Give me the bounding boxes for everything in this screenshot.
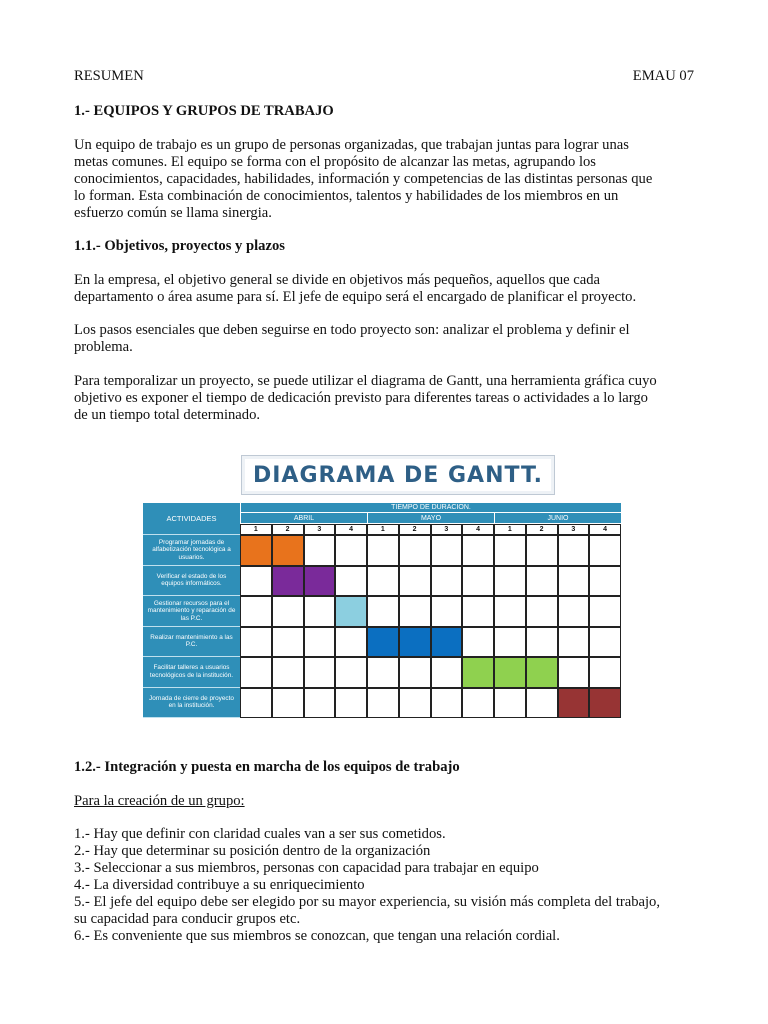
week-number: 2: [526, 524, 558, 535]
gantt-empty-cell: [399, 688, 431, 719]
week-number: 4: [335, 524, 367, 535]
gantt-empty-cell: [272, 596, 304, 627]
activity-label: Verificar el estado de los equipos informáticos.: [143, 566, 240, 597]
gantt-empty-cell: [304, 627, 336, 658]
activity-label: Facilitar talleres a usuarios tecnológicos de la institución.: [143, 657, 240, 688]
list-item: 1.- Hay que definir con claridad cuales van a ser sus cometidos.: [74, 826, 446, 842]
gantt-empty-cell: [526, 535, 558, 566]
text-line: En la empresa, el objetivo general se divide en objetivos más pequeños, aquellos que cada: [74, 272, 601, 288]
text-line: de un tiempo total determinado.: [74, 407, 261, 423]
gantt-empty-cell: [335, 627, 367, 658]
text-line: problema.: [74, 339, 133, 355]
gantt-empty-cell: [367, 657, 399, 688]
gantt-bar-cell: [367, 627, 399, 658]
gantt-empty-cell: [558, 535, 590, 566]
gantt-bar-cell: [399, 627, 431, 658]
text-line: objetivo es exponer el tiempo de dedicación previsto para diferentes tareas o actividades a lo largo: [74, 390, 648, 406]
gantt-empty-cell: [494, 688, 526, 719]
section-1-1-paragraph-3: [74, 373, 696, 424]
gantt-empty-cell: [431, 596, 463, 627]
text-line: esfuerzo común se llama sinergia.: [74, 205, 272, 221]
text-line: departamento o área asume para sí. El jefe de equipo será el encargado de planificar el proyecto.: [74, 289, 637, 305]
gantt-empty-cell: [526, 566, 558, 597]
gantt-empty-cell: [240, 688, 272, 719]
gantt-empty-cell: [462, 627, 494, 658]
gantt-bar-cell: [558, 688, 590, 719]
list-item: 3.- Seleccionar a sus miembros, personas con capacidad para trabajar en equipo: [74, 860, 539, 876]
gantt-empty-cell: [589, 596, 621, 627]
gantt-bar-cell: [240, 535, 272, 566]
gantt-bar-cell: [462, 657, 494, 688]
section-1-2-subtitle: Para la creación de un grupo:: [74, 793, 245, 809]
list-item: 2.- Hay que determinar su posición dentro de la organización: [74, 843, 431, 859]
gantt-empty-cell: [431, 688, 463, 719]
week-number: 1: [367, 524, 399, 535]
gantt-empty-cell: [399, 596, 431, 627]
gantt-empty-cell: [526, 596, 558, 627]
gantt-empty-cell: [367, 596, 399, 627]
creation-steps-list: [74, 826, 696, 945]
gantt-bar-cell: [272, 566, 304, 597]
gantt-title: DIAGRAMA DE GANTT.: [252, 462, 544, 488]
gantt-empty-cell: [272, 657, 304, 688]
gantt-empty-cell: [462, 688, 494, 719]
month-header: ABRIL: [240, 513, 367, 524]
gantt-empty-cell: [558, 596, 590, 627]
week-number: 2: [272, 524, 304, 535]
gantt-empty-cell: [431, 566, 463, 597]
activities-header: ACTIVIDADES: [143, 503, 240, 535]
activity-label: Realizar mantenimiento a las P.C.: [143, 627, 240, 658]
gantt-bar-cell: [589, 688, 621, 719]
section-1-1-title: 1.1.- Objetivos, proyectos y plazos: [74, 238, 285, 254]
week-number: 3: [558, 524, 590, 535]
week-number: 1: [494, 524, 526, 535]
gantt-empty-cell: [272, 688, 304, 719]
gantt-bar-cell: [304, 566, 336, 597]
section-1-title: 1.- EQUIPOS Y GRUPOS DE TRABAJO: [74, 103, 334, 119]
week-number: 4: [462, 524, 494, 535]
gantt-empty-cell: [526, 627, 558, 658]
gantt-empty-cell: [367, 566, 399, 597]
header-left: RESUMEN: [74, 68, 144, 84]
section-1-1-paragraph-1: [74, 272, 696, 306]
gantt-bar-cell: [272, 535, 304, 566]
gantt-bar-cell: [526, 657, 558, 688]
week-number: 4: [589, 524, 621, 535]
gantt-empty-cell: [431, 535, 463, 566]
gantt-empty-cell: [399, 657, 431, 688]
gantt-empty-cell: [240, 657, 272, 688]
gantt-empty-cell: [589, 566, 621, 597]
gantt-empty-cell: [558, 566, 590, 597]
gantt-bar-cell: [494, 657, 526, 688]
activity-label: Gestionar recursos para el mantenimiento y reparación de las P.C.: [143, 596, 240, 627]
text-line: Un equipo de trabajo es un grupo de personas organizadas, que trabajan juntas para lograr unas: [74, 137, 629, 153]
gantt-empty-cell: [494, 596, 526, 627]
header-right: EMAU 07: [632, 68, 694, 84]
section-1-body: [74, 137, 696, 222]
gantt-bar-cell: [335, 596, 367, 627]
month-header: MAYO: [367, 513, 494, 524]
gantt-empty-cell: [240, 596, 272, 627]
gantt-empty-cell: [589, 657, 621, 688]
duration-header: TIEMPO DE DURACION.: [240, 503, 621, 513]
gantt-empty-cell: [526, 688, 558, 719]
list-item: 5.- El jefe del equipo debe ser elegido por su mayor experiencia, su visión más completa del trabajo,: [74, 894, 660, 910]
gantt-empty-cell: [304, 596, 336, 627]
gantt-empty-cell: [240, 566, 272, 597]
gantt-empty-cell: [240, 627, 272, 658]
gantt-empty-cell: [399, 566, 431, 597]
text-line: conocimientos, capacidades, habilidades, información y competencias de las distintas personas que: [74, 171, 653, 187]
page-header: [74, 68, 694, 85]
gantt-empty-cell: [367, 688, 399, 719]
gantt-title-box: [241, 455, 555, 495]
week-number: 1: [240, 524, 272, 535]
gantt-empty-cell: [558, 657, 590, 688]
gantt-empty-cell: [494, 627, 526, 658]
list-item: 6.- Es conveniente que sus miembros se conozcan, que tengan una relación cordial.: [74, 928, 560, 944]
gantt-empty-cell: [335, 657, 367, 688]
gantt-empty-cell: [272, 627, 304, 658]
text-line: Para temporalizar un proyecto, se puede utilizar el diagrama de Gantt, una herramienta gráfica cuyo: [74, 373, 657, 389]
gantt-empty-cell: [494, 535, 526, 566]
gantt-empty-cell: [589, 535, 621, 566]
activity-label: Jornada de cierre de proyecto en la institución.: [143, 688, 240, 719]
gantt-empty-cell: [335, 688, 367, 719]
text-line: lo forman. Esta combinación de conocimientos, talentos y habilidades de los miembros en un: [74, 188, 619, 204]
text-line: metas comunes. El equipo se forma con el propósito de alcanzar las metas, agrupando los: [74, 154, 596, 170]
gantt-empty-cell: [335, 535, 367, 566]
list-item: 4.- La diversidad contribuye a su enriquecimiento: [74, 877, 365, 893]
gantt-empty-cell: [304, 688, 336, 719]
gantt-empty-cell: [399, 535, 431, 566]
gantt-empty-cell: [431, 657, 463, 688]
gantt-empty-cell: [367, 535, 399, 566]
list-item: su capacidad para conducir grupos etc.: [74, 911, 301, 927]
gantt-empty-cell: [462, 566, 494, 597]
activity-label: Programar jornadas de alfabetización tecnológica a usuarios.: [143, 535, 240, 566]
gantt-empty-cell: [304, 535, 336, 566]
gantt-table: [143, 503, 621, 718]
gantt-empty-cell: [304, 657, 336, 688]
gantt-bar-cell: [431, 627, 463, 658]
gantt-empty-cell: [462, 535, 494, 566]
gantt-empty-cell: [494, 566, 526, 597]
week-number: 2: [399, 524, 431, 535]
week-number: 3: [431, 524, 463, 535]
gantt-diagram: [143, 455, 621, 718]
text-line: Los pasos esenciales que deben seguirse en todo proyecto son: analizar el problema y definir el: [74, 322, 630, 338]
week-number: 3: [304, 524, 336, 535]
section-1-2-title: 1.2.- Integración y puesta en marcha de los equipos de trabajo: [74, 759, 460, 775]
gantt-empty-cell: [462, 596, 494, 627]
month-header: JUNIO: [494, 513, 621, 524]
section-1-1-paragraph-2: [74, 322, 696, 356]
gantt-empty-cell: [558, 627, 590, 658]
gantt-empty-cell: [589, 627, 621, 658]
gantt-empty-cell: [335, 566, 367, 597]
